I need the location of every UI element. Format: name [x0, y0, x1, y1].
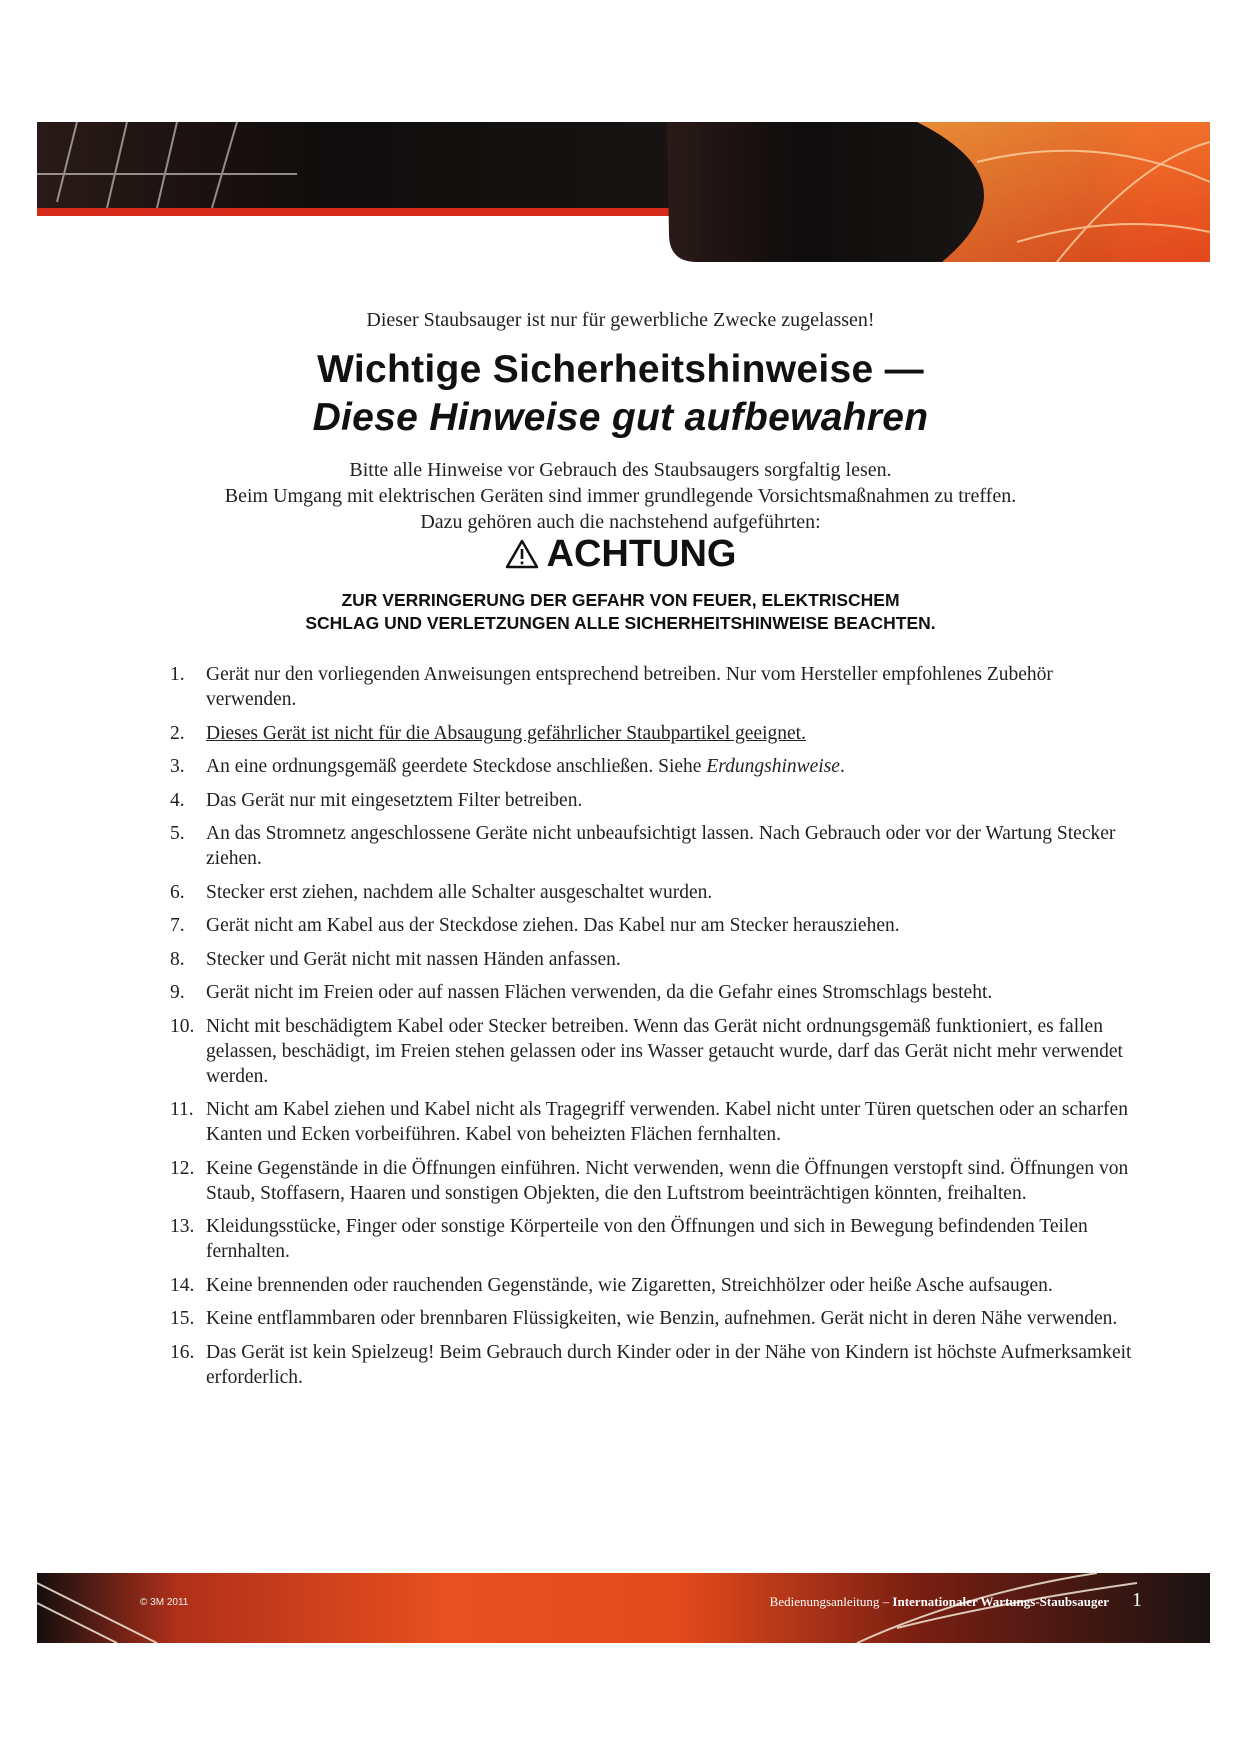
rule-number: 5. [170, 823, 185, 844]
page-subtitle-title: Diese Hinweise gut aufbewahren [312, 396, 929, 439]
rule-number: 6. [170, 881, 185, 903]
warning-heading-label: ACHTUNG [546, 533, 737, 575]
list-item [170, 980, 1140, 1005]
rule-text: Das Gerät nur mit eingesetztem Filter betreiben. [206, 789, 583, 811]
rule-text: Nicht am Kabel ziehen und Kabel nicht als Tragegriff verwenden. Kabel nicht unter Türen quetschen oder an scharfen Kanten und Ecken vorbeiführen. Kabel von beheizten Flächen fernhalten. [206, 1099, 1128, 1145]
intro-line: Bitte alle Hinweise vor Gebrauch des Staubsaugers sorgfaltig lesen. [349, 459, 892, 481]
rule-number: 13. [170, 1216, 195, 1237]
commercial-use-notice: Dieser Staubsauger ist nur für gewerbliche Zwecke zugelassen! [366, 309, 875, 331]
rule-number: 12. [170, 1157, 195, 1179]
rule-text: Keine Gegenstände in die Öffnungen einführen. Nicht verwenden, wenn die Öffnungen verstopft sind. Öffnungen von Staub, Stoffasern, Haaren und sonstigen Objekten, die den Luftstrom beeinträchtigen könnten, freihalten. [206, 1157, 1129, 1204]
rule-text: An das Stromnetz angeschlossene Geräte nicht unbeaufsichtigt lassen. Nach Gebrauch oder vor der Wartung Stecker ziehen. [206, 823, 1116, 869]
document-type: Bedienungsanleitung – [769, 1594, 893, 1609]
warning-triangle-icon [505, 539, 539, 569]
product-name: Internationaler Wartungs-Staubsauger [892, 1594, 1109, 1609]
list-item [170, 1306, 1140, 1331]
list-item [170, 788, 1140, 813]
rule-text: Gerät nicht am Kabel aus der Steckdose ziehen. Das Kabel nur am Stecker herausziehen. [206, 915, 900, 936]
list-item [170, 754, 1140, 779]
rule-number: 10. [170, 1015, 195, 1037]
warning-line: ZUR VERRINGERUNG DER GEFAHR VON FEUER, ELEKTRISCHEM [341, 590, 900, 610]
rule-number: 8. [170, 948, 185, 970]
warning-text [0, 589, 1241, 635]
header-banner [37, 122, 1210, 262]
page-number: 1 [1132, 1589, 1142, 1611]
list-item [170, 913, 1140, 938]
list-item [170, 1014, 1140, 1089]
rule-text: Stecker erst ziehen, nachdem alle Schalter ausgeschaltet wurden. [206, 881, 713, 903]
rule-number: 16. [170, 1341, 195, 1363]
rule-text: Kleidungsstücke, Finger oder sonstige Körperteile von den Öffnungen und sich in Bewegung befindenden Teilen fernhalten. [206, 1216, 1088, 1262]
rule-number: 4. [170, 789, 185, 811]
rule-number: 3. [170, 756, 185, 777]
warning-heading [0, 533, 1241, 576]
list-item [170, 880, 1140, 905]
warning-line: SCHLAG UND VERLETZUNGEN ALLE SICHERHEITSHINWEISE BEACHTEN. [305, 613, 936, 633]
list-item [170, 947, 1140, 972]
rule-text: Gerät nicht im Freien oder auf nassen Flächen verwenden, da die Gefahr eines Stromschlags besteht. [206, 982, 993, 1003]
rule-number: 9. [170, 982, 185, 1003]
list-item [170, 1273, 1140, 1298]
safety-rules-list [170, 662, 1140, 1398]
rule-text: An eine ordnungsgemäß geerdete Steckdose anschließen. Siehe [206, 756, 707, 777]
rule-number: 14. [170, 1274, 195, 1296]
intro-line: Beim Umgang mit elektrischen Geräten sind immer grundlegende Vorsichtsmaßnahmen zu treffen. [224, 485, 1017, 507]
intro-line: Dazu gehören auch die nachstehend aufgeführten: [420, 511, 821, 533]
intro-text [0, 457, 1241, 535]
list-item [170, 821, 1140, 871]
copyright: © 3M 2011 [140, 1597, 189, 1608]
list-item [170, 721, 1140, 746]
rule-text: Das Gerät ist kein Spielzeug! Beim Gebrauch durch Kinder oder in der Nähe von Kindern ist höchste Aufmerksamkeit erforderlich. [206, 1341, 1132, 1388]
rule-number: 1. [170, 664, 185, 685]
rule-text-end: . [839, 756, 845, 777]
rule-text: Stecker und Gerät nicht mit nassen Händen anfassen. [206, 948, 621, 970]
rule-text: Dieses Gerät ist nicht für die Absaugung gefährlicher Staubpartikel geeignet. [206, 722, 806, 744]
rule-number: 2. [170, 722, 185, 744]
rule-reference: Erdungshinweise [706, 756, 840, 777]
list-item [170, 662, 1140, 712]
page-title: Wichtige Sicherheitshinweise — [317, 348, 924, 391]
list-item [170, 1097, 1140, 1147]
list-item [170, 1340, 1140, 1390]
rule-text: Gerät nur den vorliegenden Anweisungen entsprechend betreiben. Nur vom Hersteller empfohlenes Zubehör verwenden. [206, 664, 1053, 710]
footer-banner [37, 1573, 1210, 1643]
list-item [170, 1214, 1140, 1264]
document-name [770, 1594, 1109, 1610]
rule-text: Keine brennenden oder rauchenden Gegenstände, wie Zigaretten, Streichhölzer oder heiße Asche aufsaugen. [206, 1274, 1053, 1296]
rule-number: 15. [170, 1308, 195, 1329]
rule-number: 7. [170, 915, 185, 936]
rule-text: Keine entflammbaren oder brennbaren Flüssigkeiten, wie Benzin, aufnehmen. Gerät nicht in deren Nähe verwenden. [206, 1308, 1118, 1329]
rule-text: Nicht mit beschädigtem Kabel oder Stecker betreiben. Wenn das Gerät nicht ordnungsgemäß funktioniert, es fallen gelassen, beschädigt, im Freien stehen gelassen oder ins Wasser getaucht wurde, darf das Gerät nicht mehr verwendet werden. [206, 1015, 1123, 1087]
list-item [170, 1156, 1140, 1206]
rule-number: 11. [170, 1099, 194, 1120]
